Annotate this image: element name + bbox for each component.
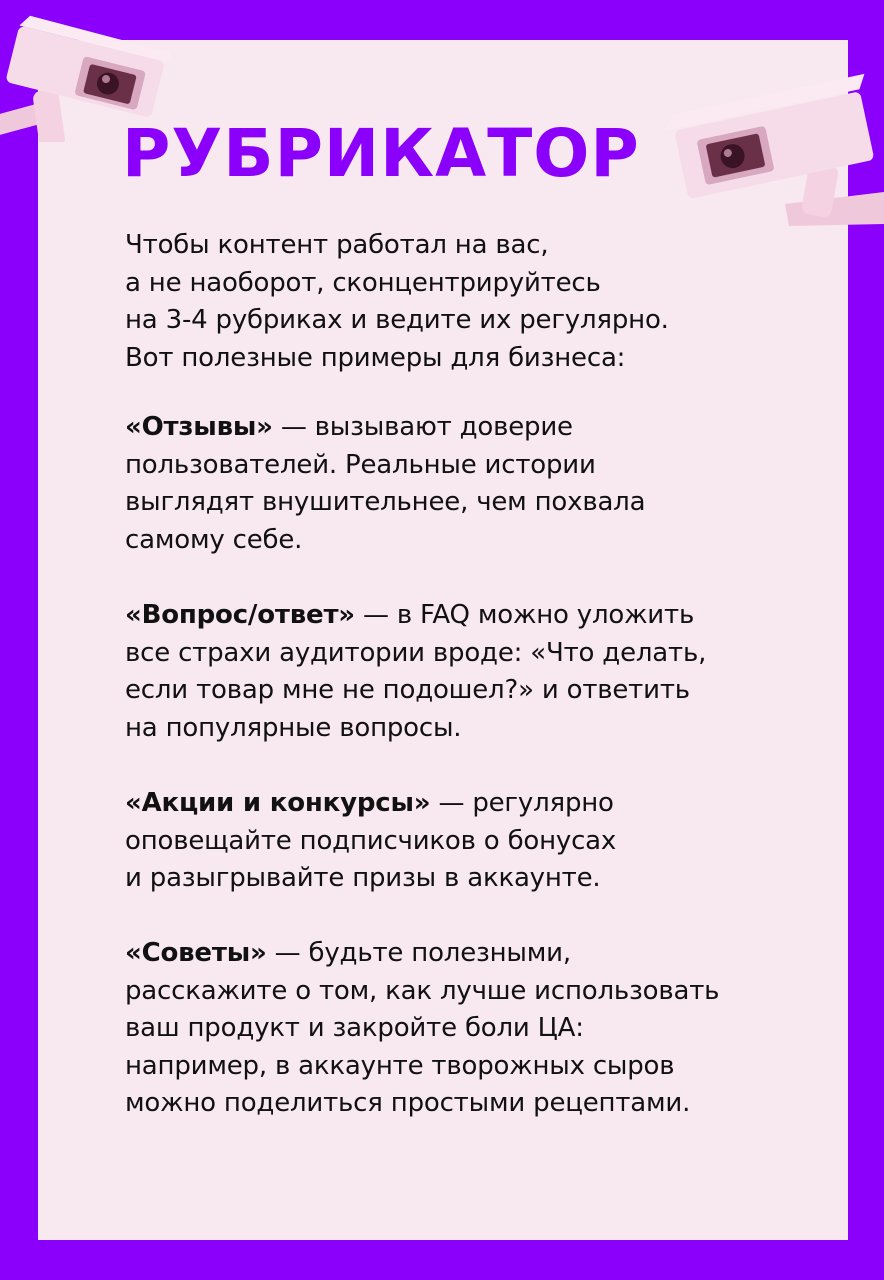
page-title: РУБРИКАТОР <box>122 115 640 192</box>
section-faq <box>125 597 815 747</box>
intro-line: Чтобы контент работал на вас, <box>125 230 549 260</box>
section-term: «Отзывы» <box>125 412 273 442</box>
intro-line: а не наоборот, сконцентрируйтесь <box>125 267 601 298</box>
section-line: все страхи аудитории вроде: «Что делать, <box>125 637 707 668</box>
intro-line: на 3-4 рубриках и ведите их регулярно. <box>125 305 669 335</box>
section-line: ваш продукт и закройте боли ЦА: <box>125 1013 584 1043</box>
section-term: «Советы» <box>125 938 267 968</box>
section-line: самому себе. <box>125 524 303 555</box>
section-line: можно поделиться простыми рецептами. <box>125 1088 691 1118</box>
section-line: пользователей. Реальные истории <box>125 449 596 480</box>
section-term: «Вопрос/ответ» <box>125 600 355 630</box>
section-term: «Акции и конкурсы» <box>125 788 431 818</box>
section-promos <box>125 785 815 898</box>
section-text: — будьте полезными, <box>266 938 571 968</box>
section-line: например, в аккаунте творожных сыров <box>125 1050 675 1081</box>
section-line: оповещайте подписчиков о бонусах <box>125 825 617 856</box>
section-text: — в FAQ можно уложить <box>354 600 695 630</box>
intro-line: Вот полезные примеры для бизнеса: <box>125 342 626 373</box>
section-line: расскажите о том, как лучше использовать <box>125 975 720 1006</box>
section-reviews <box>125 409 815 559</box>
security-camera-icon <box>665 64 884 226</box>
section-text: — вызывают доверие <box>272 412 573 442</box>
section-line: на популярные вопросы. <box>125 712 462 743</box>
section-line: и разыгрывайте призы в аккаунте. <box>125 863 601 893</box>
intro-paragraph <box>125 227 815 377</box>
section-line: выглядят внушительнее, чем похвала <box>125 487 646 517</box>
section-tips <box>125 935 815 1123</box>
section-text: — регулярно <box>430 788 614 818</box>
section-line: если товар мне не подошел?» и ответить <box>125 675 690 705</box>
